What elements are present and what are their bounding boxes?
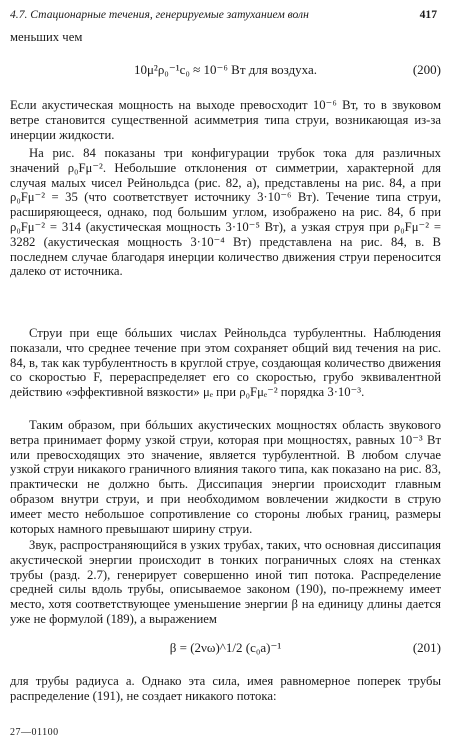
equation-number: (201) — [412, 640, 441, 655]
paragraph: На рис. 84 показаны три конфигурации трубок тока для различных значений ρ₀Fμ⁻². Небольшие отклонения от симметрии, характерной для случая малых чисел Рейнольдса (рис. 82, а), представлены на рис. 84, а при ρ₀Fμ⁻² = 35 (что соответствует источнику 3·10⁻⁶ Вт). Течение типа струи, расширяющееся, однако, под большим углом, изображено на рис. 84, б при ρ₀Fμ⁻² = 314 (акустическая мощность 3·10⁻⁵ Вт), а узкая струя при ρ₀Fμ⁻² = 3282 (акустическая мощность 3·10⁻⁴ Вт) представлена на рис. 84, в. В последнем случае благодаря инерции количество движения струи переносится далеко от источника. — [10, 146, 441, 279]
running-header — [10, 8, 437, 24]
section-title: 4.7. Стационарные течения, генерируемые затуханием волн — [10, 8, 309, 21]
equation-expression: β = (2νω)^1/2 (c₀a)⁻¹ — [169, 640, 282, 655]
equation-expression: 10μ²ρ₀⁻¹c₀ ≈ 10⁻⁶ Вт для воздуха. — [133, 62, 318, 77]
page-number: 417 — [419, 8, 437, 21]
paragraph: Звук, распространяющийся в узких трубах, таких, что основная диссипация акустической энергии происходит в тонких пограничных слоях на стенках трубы (разд. 2.7), генерирует совершенно иной тип потока. Распределение средней силы вдоль трубы, описываемое законом (190), по-прежнему имеет место, хотя соответствующее уменьшение энергии β на единицу длины дается уже не формулой (189), а выражением — [10, 538, 441, 626]
paragraph: Если акустическая мощность на выходе превосходит 10⁻⁶ Вт, то в звуковом ветре становится существенной асимметрия типа струи, возникающая из-за инерции жидкости. — [10, 98, 441, 142]
paragraph-intro: меньших чем — [10, 30, 83, 44]
paragraph: для трубы радиуса a. Однако эта сила, имея равномерное поперек трубы распределение (191), не создает никакого потока: — [10, 674, 441, 703]
equation-201 — [10, 640, 441, 658]
equation-number: (200) — [412, 62, 441, 77]
printer-signature: 27—01100 — [10, 727, 59, 738]
paragraph: Струи при еще бóльших числах Рейнольдса турбулентны. Наблюдения показали, что среднее течение при этом сохраняет общий вид течения на рис. 84, в, так как турбулентность в круглой струе, создающая количество движения со скоростью F, перераспределяет его со скоростью, грубо эквивалентной действию «эффективной вязкости» μₑ при ρ₀Fμₑ⁻² порядка 3·10⁻³. — [10, 326, 441, 400]
equation-200 — [10, 62, 441, 80]
paragraph: Таким образом, при бóльших акустических мощностях область звукового ветра принимает форму узкой струи, которая при мощностях, равных 10⁻³ Вт или превосходящих это значение, является турбулентной. В любом случае узкой струи никакого граничного влияния такого типа, как показано на рис. 83, практически не должно быть. Диссипация энергии происходит главным образом внутри струи, и при необходимом вовлечении жидкости в струю имеет место небольшое сопротивление со стороны любых границ, размеры которых намного превышают ширину струи. — [10, 418, 441, 536]
